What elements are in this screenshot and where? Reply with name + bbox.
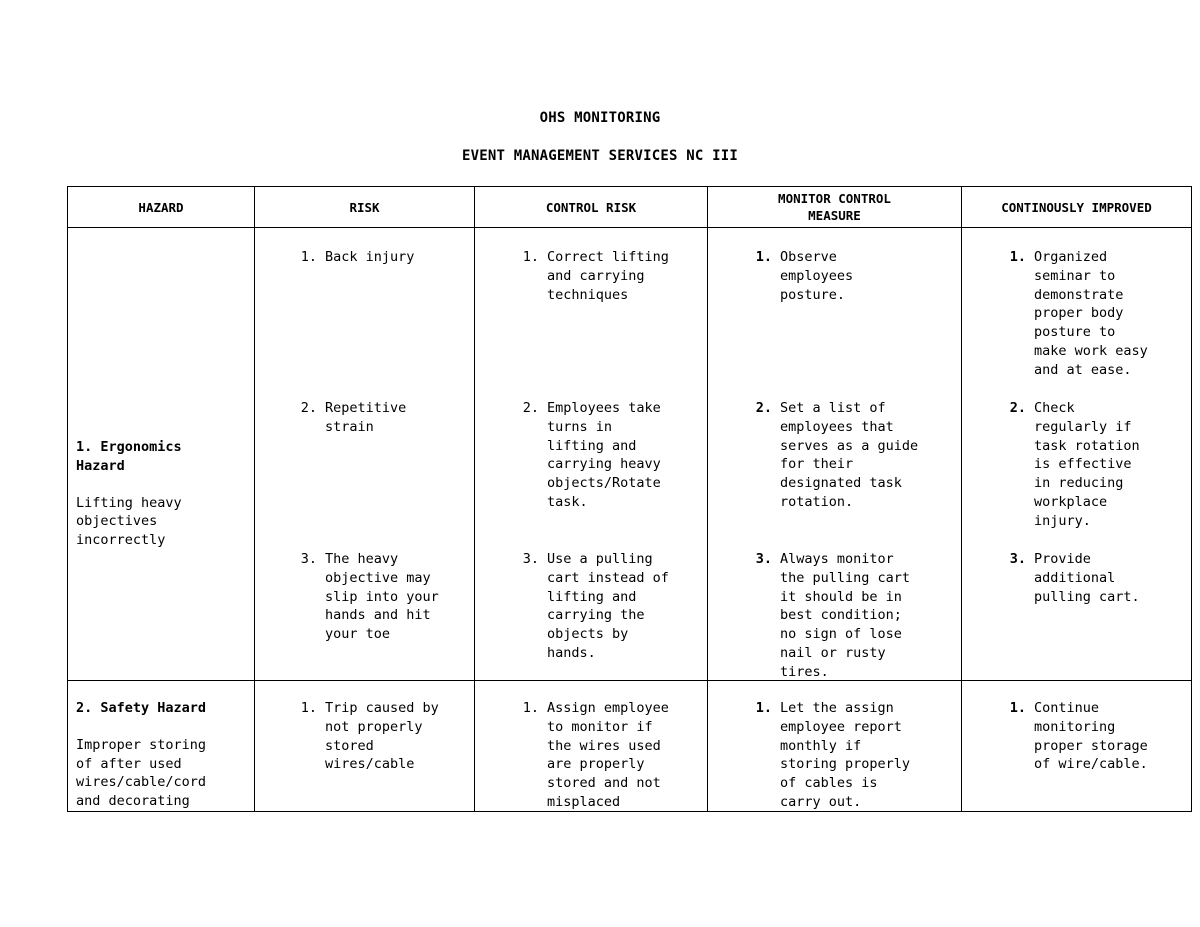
list-item — [255, 248, 474, 267]
list-item — [255, 550, 474, 644]
item-text: Observe employees posture. — [780, 249, 854, 303]
list-item — [475, 550, 707, 663]
item-text: The heavy objective may slip into your hands and hit your toe — [325, 551, 439, 643]
item-text: Employees take turns in lifting and carrying heavy objects/Rotate task. — [547, 400, 661, 510]
list-item — [962, 550, 1191, 606]
item-text: Set a list of employees that serves as a guide for their designated task rotation. — [780, 400, 919, 510]
control-risk-cell — [475, 681, 708, 812]
item-number: 1. — [300, 700, 317, 716]
list-item — [962, 399, 1191, 531]
document-subtitle: EVENT MANAGEMENT SERVICES NC III — [461, 148, 739, 164]
hazard-title: 1. Ergonomics Hazard — [76, 439, 182, 474]
item-number: 1. — [522, 700, 539, 716]
item-text: Back injury — [325, 249, 415, 265]
item-text: Use a pulling cart instead of lifting and carrying the objects by hands. — [547, 551, 669, 661]
header-continously-improved: CONTINOUSLY IMPROVED — [962, 187, 1192, 228]
item-text: Repetitive strain — [325, 400, 407, 435]
list-item — [708, 699, 961, 812]
continously-improved-cell — [962, 228, 1192, 681]
monitor-control-cell — [708, 681, 962, 812]
item-number: 1. — [755, 249, 772, 265]
ohs-monitoring-table — [67, 186, 1192, 812]
item-text: Organized seminar to demonstrate proper body posture to make work easy and at ease. — [1034, 249, 1148, 378]
table-row — [68, 228, 1192, 681]
item-text: Correct lifting and carrying techniques — [547, 249, 669, 303]
list-item — [475, 699, 707, 812]
list-item — [708, 550, 961, 682]
header-risk: RISK — [255, 187, 475, 228]
list-item — [962, 699, 1191, 774]
list-item — [475, 399, 707, 512]
item-number: 1. — [300, 249, 317, 265]
item-text: Check regularly if task rotation is effective in reducing workplace injury. — [1034, 400, 1140, 529]
item-number: 1. — [522, 249, 539, 265]
header-hazard: HAZARD — [68, 187, 255, 228]
document-title: OHS MONITORING — [539, 110, 661, 126]
item-text: Always monitor the pulling cart it should be in best condition; no sign of lose nail or rusty tires. — [780, 551, 911, 680]
list-item — [708, 248, 961, 304]
control-risk-cell — [475, 228, 708, 681]
header-control-risk: CONTROL RISK — [475, 187, 708, 228]
risk-cell — [255, 228, 475, 681]
item-number: 3. — [300, 551, 317, 567]
header-monitor-control-measure: MONITOR CONTROL MEASURE — [708, 187, 962, 228]
list-item — [708, 399, 961, 512]
hazard-description: Improper storing of after used wires/cable/cord and decorating — [76, 736, 207, 810]
list-item — [475, 248, 707, 304]
continously-improved-cell — [962, 681, 1192, 812]
item-number: 1. — [755, 700, 772, 716]
risk-cell — [255, 681, 475, 812]
item-number: 2. — [1009, 400, 1026, 416]
item-number: 2. — [522, 400, 539, 416]
hazard-description: Lifting heavy objectives incorrectly — [76, 494, 182, 549]
item-text: Let the assign employee report monthly if storing properly of cables is carry out. — [780, 700, 911, 810]
item-number: 3. — [755, 551, 772, 567]
item-text: Continue monitoring proper storage of wire/cable. — [1034, 700, 1148, 773]
list-item — [962, 248, 1191, 380]
hazard-cell — [68, 681, 255, 812]
hazard-title: 2. Safety Hazard — [76, 700, 207, 716]
monitor-control-cell — [708, 228, 962, 681]
item-text: Assign employee to monitor if the wires used are properly stored and not misplaced — [547, 700, 669, 810]
item-number: 1. — [1009, 249, 1026, 265]
list-item — [255, 699, 474, 774]
item-number: 1. — [1009, 700, 1026, 716]
item-number: 3. — [522, 551, 539, 567]
item-number: 3. — [1009, 551, 1026, 567]
item-text: Trip caused by not properly stored wires/cable — [325, 700, 439, 773]
item-number: 2. — [755, 400, 772, 416]
table-row — [68, 681, 1192, 812]
item-number: 2. — [300, 400, 317, 416]
hazard-cell — [68, 228, 255, 681]
item-text: Provide additional pulling cart. — [1034, 551, 1140, 605]
list-item — [255, 399, 474, 437]
table-header-row — [68, 187, 1192, 228]
